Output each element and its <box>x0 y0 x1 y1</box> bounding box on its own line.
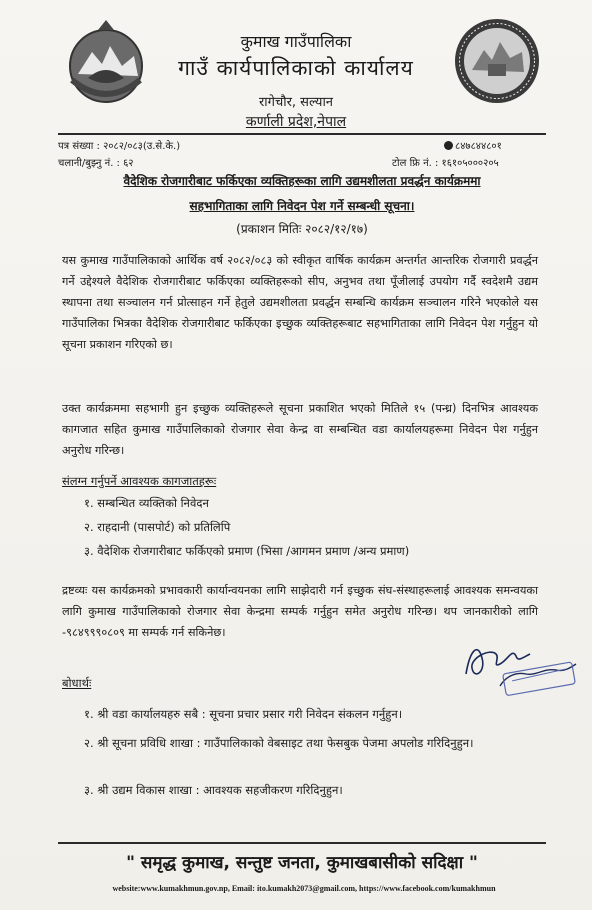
letter-number: पत्र संख्या : २०८२/०८३(उ.से.के.) <box>58 141 181 152</box>
office-name: गाउँ कार्यपालिकाको कार्यालय <box>178 56 414 80</box>
header-divider <box>58 133 546 135</box>
attachment-item: १. सम्बन्धित व्यक्तिको निवेदन <box>84 496 209 510</box>
footer-slogan: " समृद्ध कुमाख, सन्तुष्ट जनता, कुमाखबासीको सदिक्षा " <box>126 853 478 873</box>
fyi-title: बोधार्थः <box>62 676 92 690</box>
publication-date: (प्रकाशन मितिः २०८२/१२/१७) <box>236 222 368 236</box>
attachments-title: संलग्न गर्नुपर्ने आवश्यक कागजातहरूः <box>62 474 217 488</box>
body-paragraph-2: उक्त कार्यक्रममा सहभागी हुन इच्छुक व्यक्तिहरूले सूचना प्रकाशित भएको मितिले १५ (पन्ध्र) दिनभित्र आवश्यक कागजात सहित कुमाख गाउँपालिकाको रोजगार सेवा केन्द्र वा सम्बन्धित वडा कार्यालयहरूमा निवेदन पेश गर्नुहुन अनुरोध गरिन्छ। <box>62 402 538 457</box>
notice-subject-line1: वैदेशिक रोजगारीबाट फर्किएका व्यक्तिहरूका लागि उद्यमशीलता प्रवर्द्धन कार्यक्रममा <box>123 174 481 188</box>
phone-number-text: ८४७८४४८०१ <box>455 141 502 152</box>
footer-divider <box>58 842 546 844</box>
notice-subject-line2: सहभागिताका लागि निवेदन पेश गर्ने सम्बन्धी सूचना। <box>189 199 415 213</box>
toll-free-number: टोल फ्रि नं. : १६१०५०००२०५ <box>392 158 499 169</box>
fyi-item: ३. श्री उद्यम विकास शाखा : आवश्यक सहजीकरण गरिदिनुहुन। <box>84 783 343 797</box>
dispatch-number: चलानी/बुझ्नु नं. : ६२ <box>58 158 134 169</box>
attachment-item: २. राहदानी (पासपोर्ट) को प्रतिलिपि <box>84 520 231 534</box>
note-paragraph: द्रष्टव्यः यस कार्यक्रमको प्रभावकारी कार्यान्वयनका लागि साझेदारी गर्न इच्छुक संघ-संस्थाहरूलाई आवश्यक समन्वयका लागि कुमाख गाउँपालिकाको रोजगार सेवा केन्द्रमा सम्पर्क गर्नुहुन समेत अनुरोध गरिन्छ। थप जानकारीको लागि -९८४९९९०८०९ मा सम्पर्क गर्न सकिनेछ। <box>62 584 538 639</box>
municipality-name: कुमाख गाउँपालिका <box>240 32 352 51</box>
officer-signature-stamp <box>460 628 580 698</box>
footer-contact: website:www.kumakhmun.gov.np, Email: ito.kumakh2073@gmail.com, https://www.facebook.com/kumakhmun <box>112 884 496 893</box>
body-paragraph-1: यस कुमाख गाउँपालिकाको आर्थिक वर्ष २०८२/०८३ को स्वीकृत वार्षिक कार्यक्रम अन्तर्गत आन्तरिक रोजगारी प्रवर्द्धन गर्ने उद्देश्यले वैदेशिक रोजगारीबाट फर्किएका व्यक्तिहरूको सीप, अनुभव तथा पूँजीलाई उपयोग गर्दै स्वदेशमै उद्यम स्थापना तथा सञ्चालन गर्न प्रोत्साहन गर्ने हेतुले उद्यमशीलता प्रवर्द्धन सम्बन्धि कार्यक्रम सञ्चालन गरिने भएकोले यस गाउँपालिका भित्रका वैदेशिक रोजगारीबाट फर्किएका इच्छुक व्यक्तिहरूबाट सहभागिताका लागि निवेदन पेश गर्नुहुन यो सूचना प्रकाशन गरिएको छ। <box>62 254 538 351</box>
phone-number <box>444 138 502 152</box>
fyi-item: १. श्री वडा कार्यालयहरु सबै : सूचना प्रचार प्रसार गरी निवेदन संकलन गर्नुहुन। <box>84 707 403 721</box>
fyi-item: २. श्री सूचना प्रविधि शाखा : गाउँपालिकाको वेबसाइट तथा फेसबुक पेजमा अपलोड गरिदिनुहुन। <box>84 736 474 750</box>
office-address: रागेचौर, सल्यान <box>258 95 334 110</box>
phone-icon <box>444 141 453 150</box>
province-address: कर्णाली प्रदेश,नेपाल <box>245 114 347 130</box>
attachment-item: ३. वैदेशिक रोजगारीबाट फर्किएको प्रमाण (भिसा /आगमन प्रमाण /अन्य प्रमाण) <box>84 544 410 558</box>
